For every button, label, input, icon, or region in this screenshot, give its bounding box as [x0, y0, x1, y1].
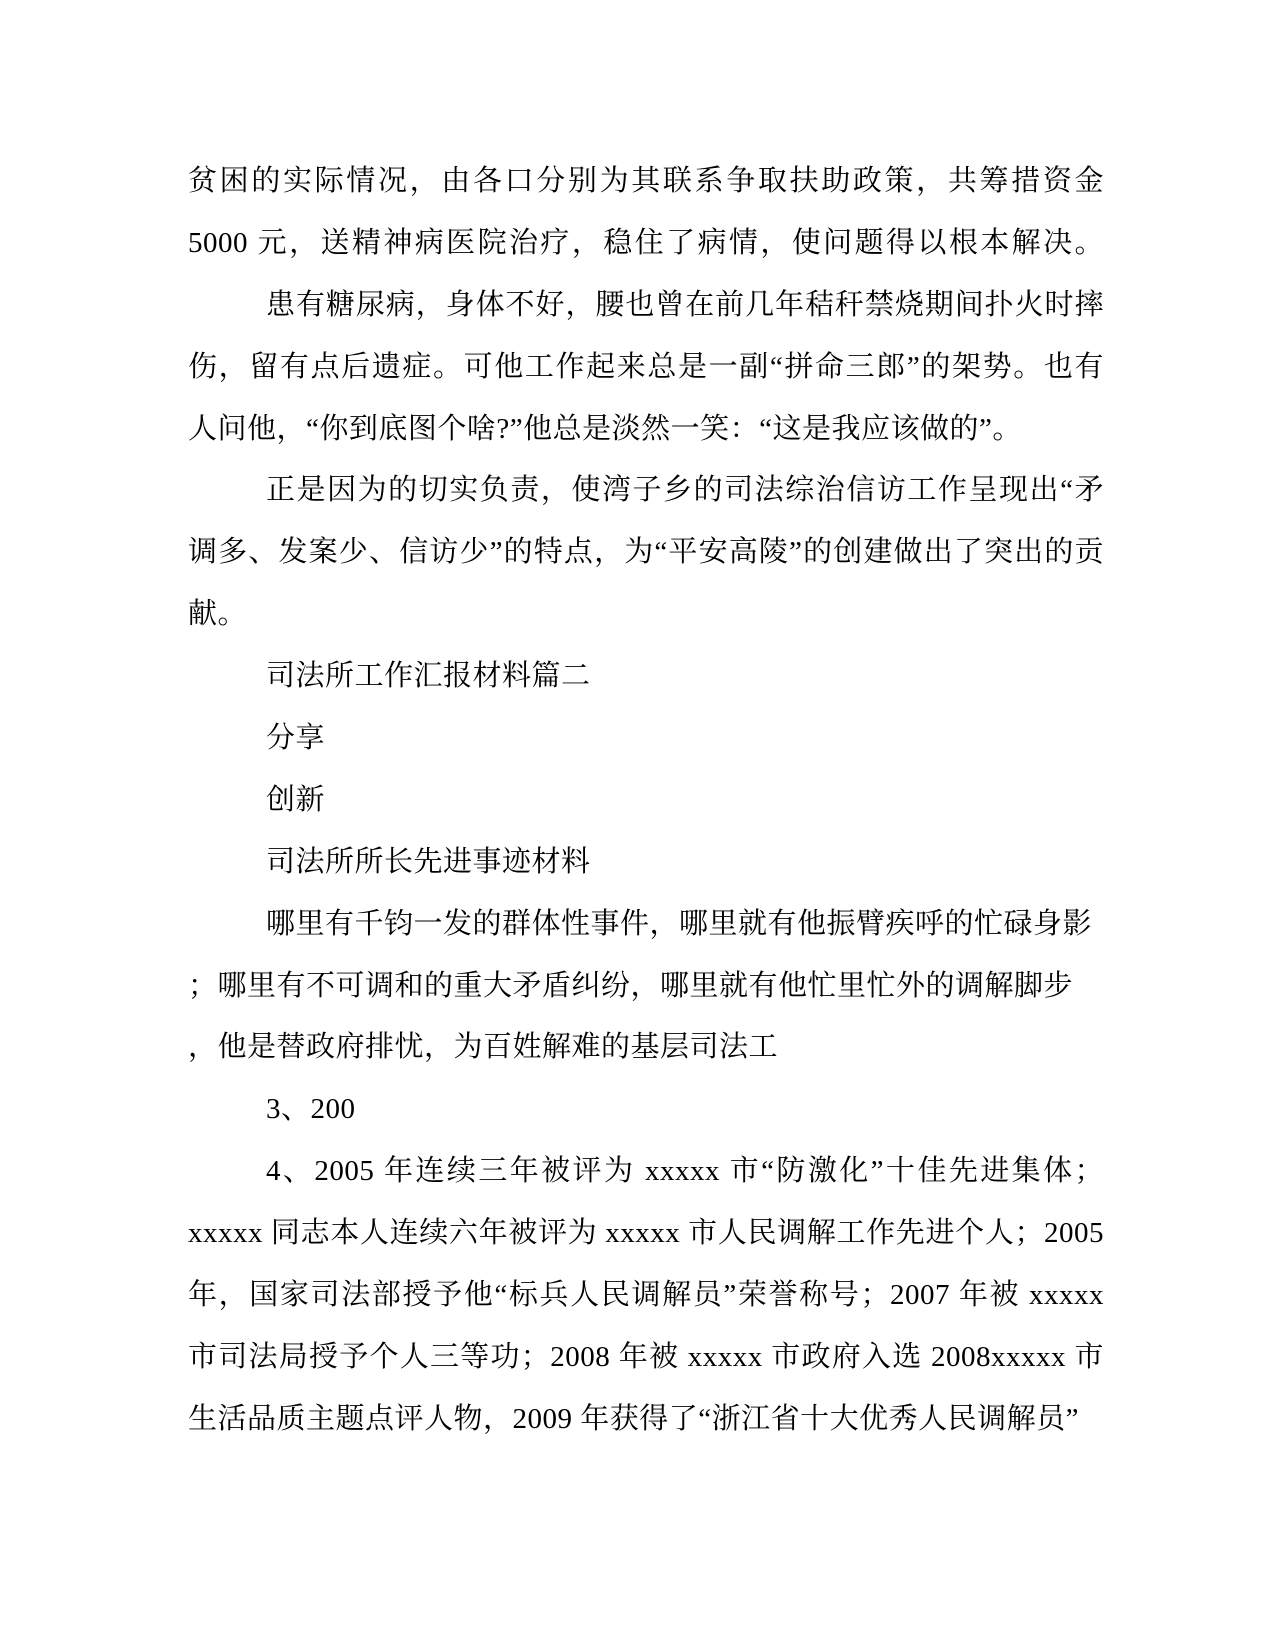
section-heading: 司法所所长先进事迹材料: [266, 845, 591, 878]
text-line: 5000 元，送精神病医院治疗，稳住了病情，使问题得以根本解决。: [188, 226, 1104, 259]
text-line: xxxxx 同志本人连续六年被评为 xxxxx 市人民调解工作先进个人；2005: [188, 1217, 1104, 1250]
text-line: 伤，留有点后遗症。可他工作起来总是一副“拼命三郎”的架势。也有: [188, 350, 1104, 383]
list-item: 3、200: [266, 1093, 356, 1126]
document-body: [188, 151, 1104, 1451]
section-heading: 分享: [266, 722, 326, 755]
text-line: 正是因为的切实负责，使湾子乡的司法综治信访工作呈现出“矛: [266, 474, 1104, 507]
text-line: 年，国家司法部授予他“标兵人民调解员”荣誉称号；2007 年被 xxxxx: [188, 1279, 1104, 1312]
text-line: ，他是替政府排忧，为百姓解难的基层司法工: [188, 1031, 779, 1064]
text-line: ；哪里有不可调和的重大矛盾纠纷，哪里就有他忙里忙外的调解脚步: [188, 969, 1074, 1002]
text-line: 人问他，“你到底图个啥?”他总是淡然一笑：“这是我应该做的”。: [188, 412, 1022, 445]
section-heading: 司法所工作汇报材料篇二: [266, 660, 591, 693]
text-line: 市司法局授予个人三等功；2008 年被 xxxxx 市政府入选 2008xxxxx 市: [188, 1340, 1104, 1373]
text-line: 生活品质主题点评人物，2009 年获得了“浙江省十大优秀人民调解员”: [188, 1402, 1079, 1435]
list-item: 4、2005 年连续三年被评为 xxxxx 市“防激化”十佳先进集体；: [266, 1155, 1104, 1188]
text-line: 调多、发案少、信访少”的特点，为“平安高陵”的创建做出了突出的贡: [188, 536, 1104, 569]
text-line: 贫困的实际情况，由各口分别为其联系争取扶助政策，共筹措资金: [188, 165, 1104, 197]
text-line: 献。: [188, 598, 248, 631]
text-line: 哪里有千钧一发的群体性事件，哪里就有他振臂疾呼的忙碌身影: [266, 907, 1093, 940]
text-line: 患有糖尿病，身体不好，腰也曾在前几年秸秆禁烧期间扑火时摔: [266, 288, 1104, 321]
section-heading: 创新: [266, 783, 326, 816]
